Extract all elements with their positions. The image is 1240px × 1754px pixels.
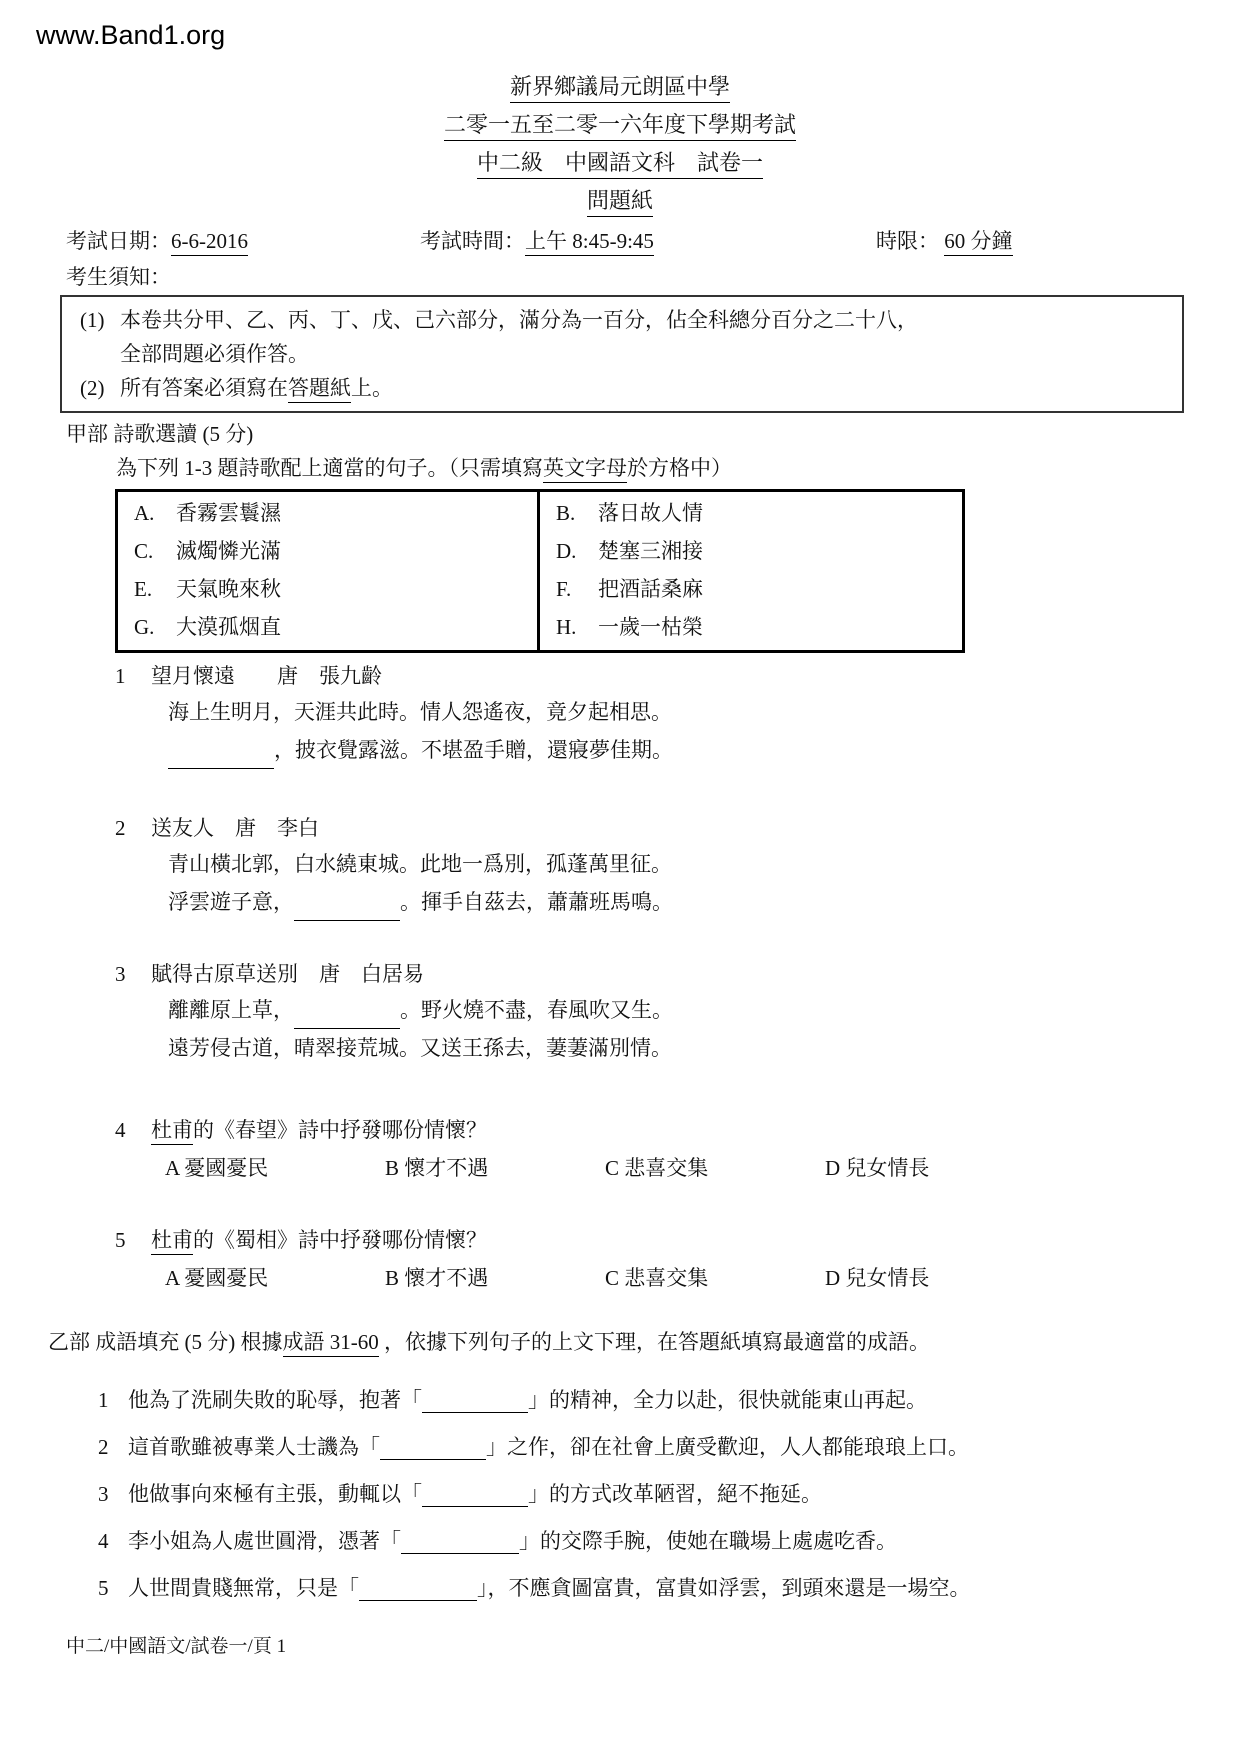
question-2-line-2: 浮雲遊子意， 。揮手自茲去，蕭蕭班馬鳴。 bbox=[168, 883, 1240, 921]
idiom-blank-1 bbox=[422, 1391, 528, 1413]
question-4-choice-c: C 悲喜交集 bbox=[605, 1156, 709, 1180]
poem-choices-left-column bbox=[118, 492, 540, 650]
choice-c: C. 滅燭憐光滿 bbox=[134, 539, 281, 563]
notice-item-2: (2) 所有答案必須寫在答題紙上。 bbox=[80, 371, 1166, 405]
part-a-title: 甲部 詩歌選讀 (5 分) bbox=[66, 422, 254, 446]
idiom-sentence-5: 5 人世間貴賤無常，只是「 」，不應貪圖富貴，富貴如浮雲，到頭來還是一場空。 bbox=[98, 1576, 971, 1600]
choice-g: G. 大漠孤烟直 bbox=[134, 615, 281, 639]
question-3-answer-blank bbox=[294, 1007, 400, 1029]
exam-year-title: 二零一五至二零一六年度下學期考試 bbox=[0, 113, 1240, 137]
question-1-line-2: ，披衣覺露滋。不堪盈手贈，還寢夢佳期。 bbox=[168, 731, 1240, 769]
exam-time-value: 上午 8:45-9:45 bbox=[525, 229, 654, 256]
exam-date: 考試日期：6-6-2016 bbox=[66, 229, 420, 253]
question-1-title: 望月懷遠 唐 張九齡 bbox=[151, 664, 382, 688]
part-b-sentences bbox=[98, 1387, 1240, 1601]
question-3-number: 3 bbox=[115, 962, 126, 986]
question-3-line-1: 離離原上草， 。野火燒不盡，春風吹又生。 bbox=[168, 991, 1240, 1029]
paper-name: 問題紙 bbox=[0, 189, 1240, 213]
idiom-blank-4 bbox=[401, 1532, 519, 1554]
question-4-title: 的《春望》詩中抒發哪份情懷？ bbox=[193, 1118, 487, 1142]
exam-info-row bbox=[66, 229, 1240, 253]
poem-choices-box bbox=[115, 489, 965, 653]
question-4 bbox=[115, 1117, 1240, 1181]
question-5-choice-b: B 懷才不遇 bbox=[385, 1266, 489, 1290]
question-5-choice-a: A 憂國憂民 bbox=[165, 1266, 269, 1290]
choice-h: H. 一歲一枯榮 bbox=[556, 615, 703, 639]
site-watermark: www.Band1.org bbox=[36, 20, 226, 50]
question-4-choice-d: D 兒女情長 bbox=[825, 1156, 930, 1180]
exam-date-value: 6-6-2016 bbox=[171, 229, 248, 256]
idiom-sentence-2: 2 這首歌雖被專業人士譏為「 」之作，卻在社會上廣受歡迎，人人都能琅琅上口。 bbox=[98, 1435, 969, 1459]
question-5-poet: 杜甫 bbox=[151, 1228, 193, 1255]
choice-e: E. 天氣晚來秋 bbox=[134, 577, 281, 601]
question-5 bbox=[115, 1227, 1240, 1291]
question-1-answer-blank bbox=[168, 747, 274, 769]
question-4-choice-b: B 懷才不遇 bbox=[385, 1156, 489, 1180]
question-2-answer-blank bbox=[294, 899, 400, 921]
question-2-number: 2 bbox=[115, 816, 126, 840]
question-5-choice-d: D 兒女情長 bbox=[825, 1266, 930, 1290]
idiom-blank-2 bbox=[380, 1438, 486, 1460]
part-b-title: 乙部 成語填充 (5 分) 根據成語 31-60 ，依據下列句子的上文下理，在答題紙填寫最適當的成語。 bbox=[48, 1329, 1240, 1355]
paper-header bbox=[0, 75, 1240, 213]
question-4-choice-a: A 憂國憂民 bbox=[165, 1156, 269, 1180]
notice-item-2-text: 所有答案必須寫在答題紙上。 bbox=[120, 371, 393, 405]
part-a-instruction: 為下列 1-3 題詩歌配上適當的句子。（只需填寫英文字母於方格中） bbox=[116, 456, 1240, 480]
choice-f: F. 把酒話桑麻 bbox=[556, 577, 703, 601]
question-1 bbox=[115, 663, 1240, 769]
question-3 bbox=[115, 961, 1240, 1067]
idiom-sentence-4: 4 李小姐為人處世圓滑，憑著「 」的交際手腕，使她在職場上處處吃香。 bbox=[98, 1529, 897, 1553]
question-2-line-1: 青山橫北郭，白水繞東城。此地一爲別，孤蓬萬里征。 bbox=[168, 852, 672, 876]
idiom-blank-3 bbox=[422, 1485, 528, 1507]
choice-b: B. 落日故人情 bbox=[556, 501, 703, 525]
time-limit: 時限： 60 分鐘 bbox=[876, 229, 1013, 253]
idiom-sentence-3: 3 他做事向來極有主張，動輒以「 」的方式改革陋習，絕不拖延。 bbox=[98, 1482, 822, 1506]
idiom-blank-5 bbox=[359, 1579, 477, 1601]
question-1-number: 1 bbox=[115, 664, 126, 688]
notice-item-1: (1) 本卷共分甲、乙、丙、丁、戊、己六部分，滿分為一百分，佔全科總分百分之二十八， 全部問題必須作答。 bbox=[80, 303, 1166, 371]
notice-heading: 考生須知： bbox=[66, 265, 171, 289]
choice-a: A. 香霧雲鬟濕 bbox=[134, 501, 281, 525]
notice-box bbox=[60, 295, 1184, 413]
question-3-title: 賦得古原草送別 唐 白居易 bbox=[151, 962, 424, 986]
question-2 bbox=[115, 815, 1240, 921]
question-5-number: 5 bbox=[115, 1228, 126, 1252]
question-2-title: 送友人 唐 李白 bbox=[151, 816, 319, 840]
time-limit-value: 60 分鐘 bbox=[944, 229, 1012, 256]
notice-item-1-text: 本卷共分甲、乙、丙、丁、戊、己六部分，滿分為一百分，佔全科總分百分之二十八， 全部問題必須作答。 bbox=[120, 308, 918, 366]
idiom-sentence-1: 1 他為了洗刷失敗的恥辱，抱著「 」的精神，全力以赴，很快就能東山再起。 bbox=[98, 1388, 927, 1412]
choice-d: D. 楚塞三湘接 bbox=[556, 539, 703, 563]
question-5-title: 的《蜀相》詩中抒發哪份情懷？ bbox=[193, 1228, 487, 1252]
class-subject-title: 中二級 中國語文科 試卷一 bbox=[0, 151, 1240, 175]
question-1-line-1: 海上生明月，天涯共此時。情人怨遙夜，竟夕起相思。 bbox=[168, 700, 672, 724]
page-footer: 中二/中國語文/試卷一/頁 1 bbox=[66, 1636, 287, 1657]
question-5-choice-c: C 悲喜交集 bbox=[605, 1266, 709, 1290]
exam-time: 考試時間：上午 8:45-9:45 bbox=[420, 229, 876, 253]
question-5-choices bbox=[165, 1265, 1240, 1291]
question-4-poet: 杜甫 bbox=[151, 1118, 193, 1145]
school-name: 新界鄉議局元朗區中學 bbox=[0, 75, 1240, 99]
question-4-number: 4 bbox=[115, 1118, 126, 1142]
question-4-choices bbox=[165, 1155, 1240, 1181]
poem-choices-right-column bbox=[540, 492, 962, 650]
question-3-line-2: 遠芳侵古道，晴翠接荒城。又送王孫去，萋萋滿別情。 bbox=[168, 1036, 672, 1060]
